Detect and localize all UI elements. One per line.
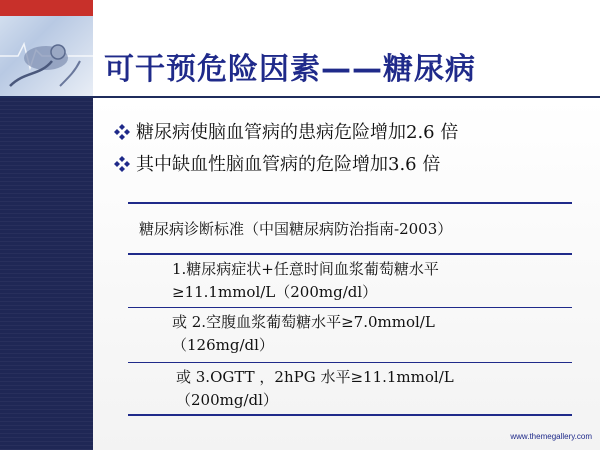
criterion-1 bbox=[172, 258, 439, 304]
bullet-text: 糖尿病使脑血管病的患病危险增加2.6 倍 bbox=[136, 122, 459, 143]
criterion-line: （200mg/dl） bbox=[176, 391, 278, 409]
diamond-bullet-icon bbox=[114, 156, 130, 172]
criterion-line: （126mg/dl） bbox=[172, 336, 274, 354]
diamond-bullet-icon bbox=[114, 124, 130, 140]
table-rule bbox=[128, 362, 572, 363]
table-rule bbox=[128, 253, 572, 255]
criterion-line: 1.糖尿病症状+任意时间血浆葡萄糖水平 bbox=[172, 260, 439, 278]
slide-title: 可干预危险因素——糖尿病 bbox=[104, 52, 476, 87]
logo-block bbox=[0, 0, 93, 96]
footer-url: www.themegallery.com bbox=[510, 432, 592, 441]
stethoscope-logo-icon bbox=[0, 16, 93, 96]
left-sidebar bbox=[0, 98, 93, 450]
red-strip bbox=[0, 0, 93, 16]
criterion-line: 或 3.OGTT ，2hPG 水平≥11.1mmol/L bbox=[176, 368, 454, 386]
diagnosis-heading: 糖尿病诊断标准（中国糖尿病防治指南-2003） bbox=[139, 220, 453, 238]
criterion-3 bbox=[176, 366, 454, 412]
table-rule-top bbox=[128, 202, 572, 204]
bullet-item bbox=[114, 150, 584, 176]
table-rule-bottom bbox=[128, 414, 572, 416]
bullet-text: 其中缺血性脑血管病的危险增加3.6 倍 bbox=[136, 154, 441, 175]
criterion-line: 或 2.空腹血浆葡萄糖水平≥7.0mmol/L bbox=[172, 313, 435, 331]
criterion-line: ≥11.1mmol/L（200mg/dl） bbox=[172, 283, 378, 301]
bullet-item bbox=[114, 118, 584, 144]
table-rule bbox=[128, 307, 572, 308]
criterion-2 bbox=[172, 311, 435, 357]
